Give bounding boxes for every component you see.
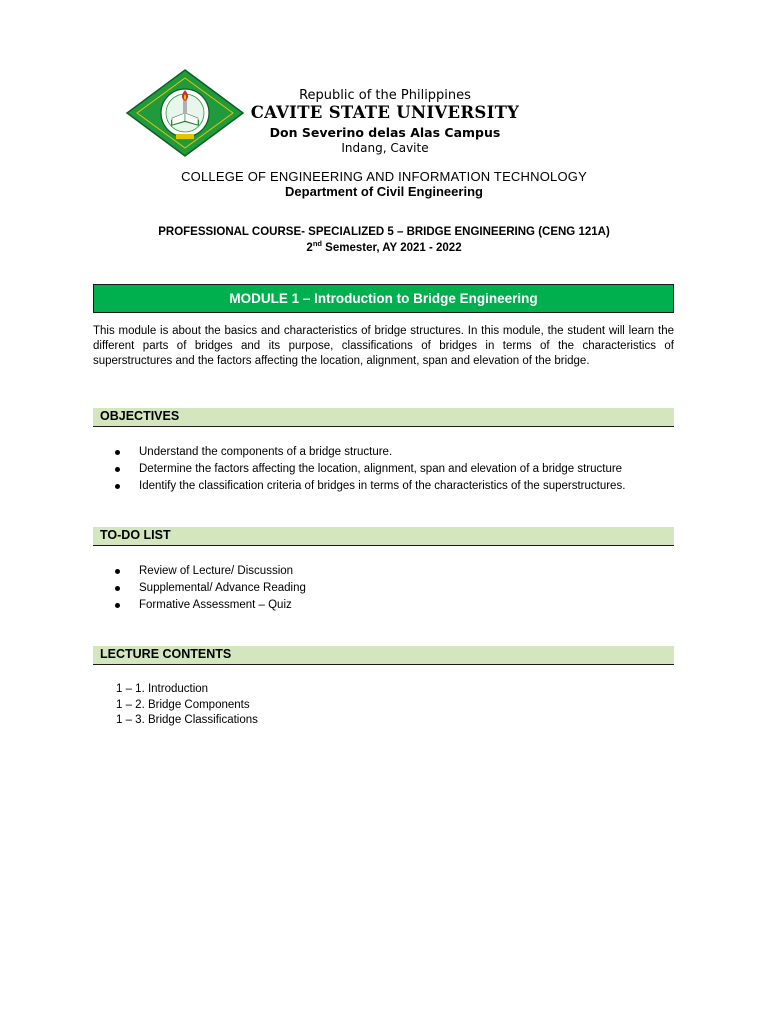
list-item: Understand the components of a bridge structure. bbox=[112, 444, 625, 461]
semester-number: 2 bbox=[306, 241, 313, 254]
list-item: Review of Lecture/ Discussion bbox=[112, 563, 306, 580]
republic-text: Republic of the Philippines bbox=[299, 88, 471, 103]
bullet-icon bbox=[115, 603, 120, 608]
bullet-icon bbox=[115, 467, 120, 472]
semester-suffix: nd bbox=[312, 239, 322, 248]
campus-location: Indang, Cavite bbox=[341, 141, 429, 155]
bullet-icon bbox=[115, 484, 120, 489]
todo-heading: TO-DO LIST bbox=[100, 528, 171, 542]
module-title: MODULE 1 – Introduction to Bridge Engineering bbox=[229, 291, 538, 306]
campus-name: Don Severino delas Alas Campus bbox=[269, 125, 501, 140]
semester-text: Semester, AY 2021 - 2022 bbox=[321, 241, 462, 254]
list-item: Supplemental/ Advance Reading bbox=[112, 580, 306, 597]
lecture-contents-list bbox=[116, 682, 258, 729]
course-title: PROFESSIONAL COURSE- SPECIALIZED 5 – BRIDGE ENGINEERING (CENG 121A) bbox=[158, 226, 610, 238]
list-item: 1 – 3. Bridge Classifications bbox=[116, 714, 258, 726]
university-seal-logo bbox=[125, 68, 245, 158]
list-item: 1 – 2. Bridge Components bbox=[116, 698, 250, 711]
list-item: Determine the factors affecting the location, alignment, span and elevation of a bridge structure bbox=[112, 461, 625, 478]
list-item: Identify the classification criteria of bridges in terms of the characteristics of the superstructures. bbox=[112, 478, 625, 495]
list-item: 1 – 1. Introduction bbox=[116, 683, 209, 695]
module-description: This module is about the basics and characteristics of bridge structures. In this module, the student will learn the different parts of bridges and its purpose, classifications of bridges in terms of the characteristics of superstructures and the factors affecting the location, alignment, span and elevation of the bridge. bbox=[93, 325, 674, 367]
lecture-heading: LECTURE CONTENTS bbox=[100, 647, 232, 661]
semester-line bbox=[0, 239, 768, 254]
college-name: COLLEGE OF ENGINEERING AND INFORMATION TECHNOLOGY bbox=[181, 169, 587, 184]
module-title-box bbox=[93, 284, 674, 313]
bullet-icon bbox=[115, 450, 120, 455]
todo-heading-bar bbox=[93, 527, 674, 546]
bullet-icon bbox=[115, 586, 120, 591]
todo-list bbox=[112, 563, 306, 614]
department-name: Department of Civil Engineering bbox=[285, 184, 483, 199]
university-name: CAVITE STATE UNIVERSITY bbox=[250, 103, 520, 122]
objectives-list bbox=[112, 444, 625, 495]
objectives-heading-bar bbox=[93, 408, 674, 427]
list-item: Formative Assessment – Quiz bbox=[112, 597, 306, 614]
bullet-icon bbox=[115, 569, 120, 574]
lecture-heading-bar bbox=[93, 646, 674, 665]
objectives-heading: OBJECTIVES bbox=[100, 409, 180, 423]
